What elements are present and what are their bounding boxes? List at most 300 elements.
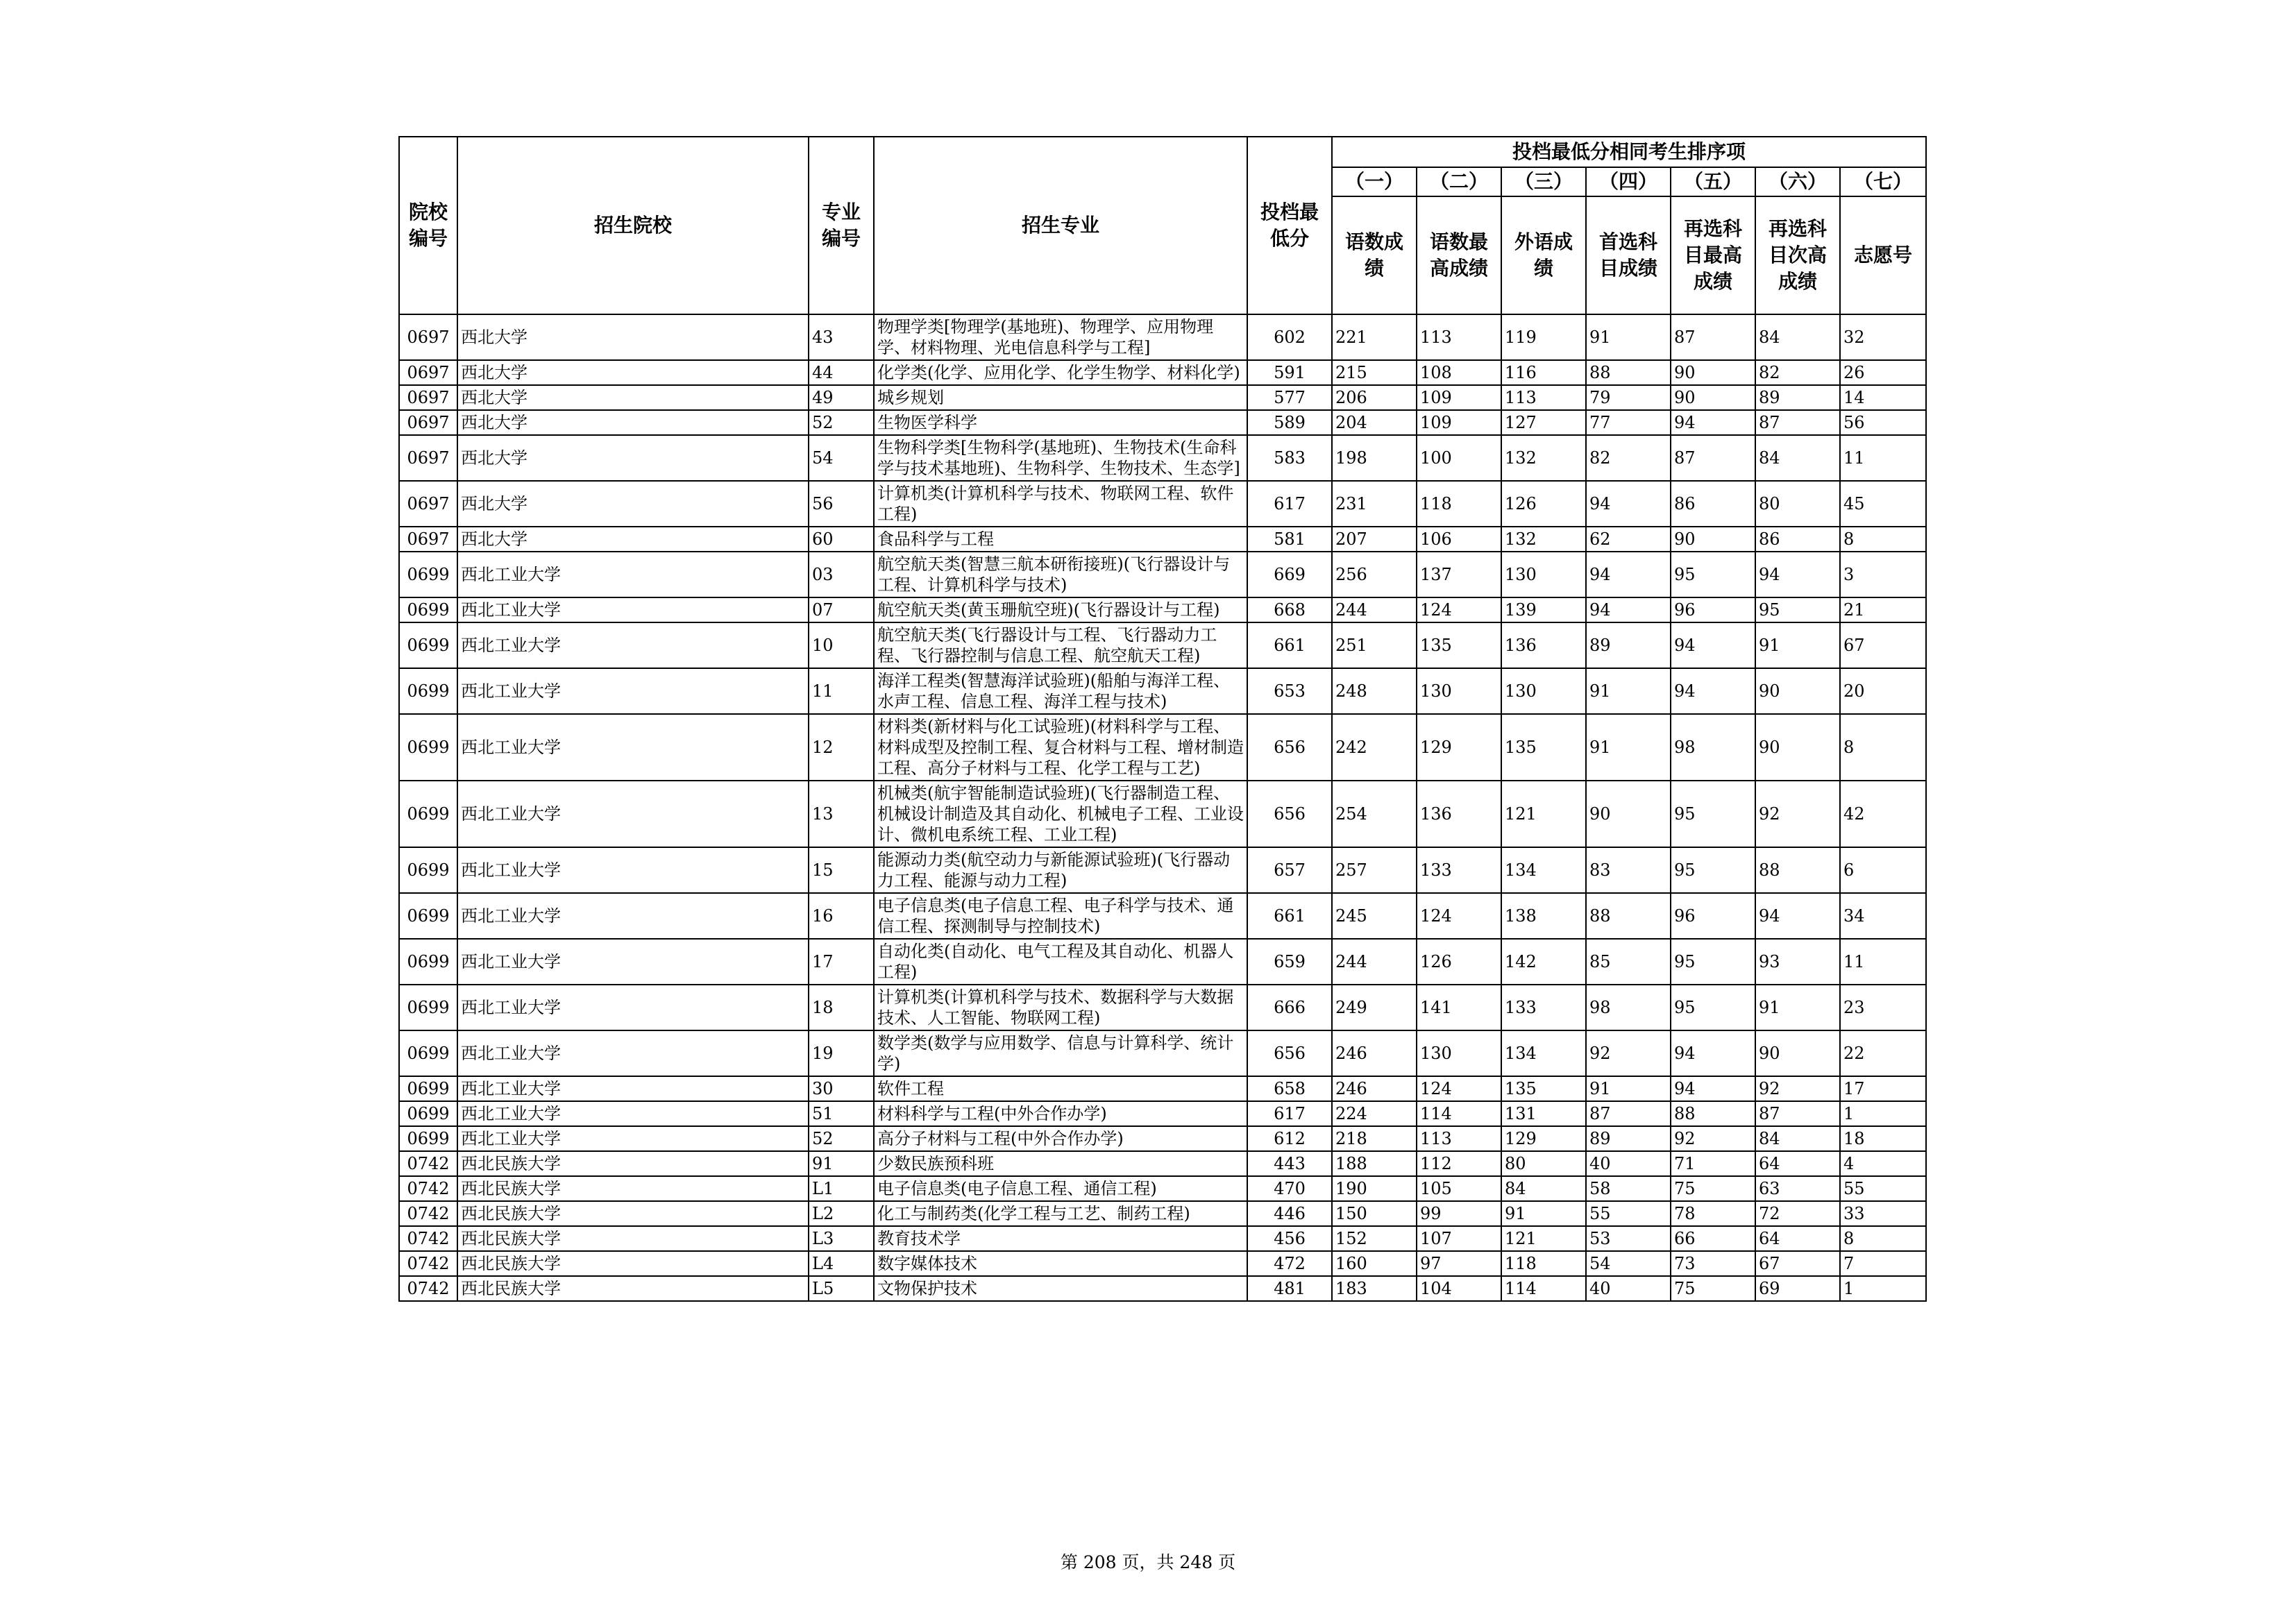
cell-major-code: 12 [809, 714, 874, 781]
cell-score-elective-second: 91 [1755, 622, 1840, 668]
cell-major-name: 化学类(化学、应用化学、化学生物学、材料化学) [874, 360, 1247, 385]
cell-major-name: 物理学类[物理学(基地班)、物理学、应用物理学、材料物理、光电信息科学与工程] [874, 314, 1247, 360]
cell-preference-number: 8 [1840, 1226, 1926, 1251]
cell-major-code: L3 [809, 1226, 874, 1251]
cell-score-elective-max: 94 [1671, 622, 1755, 668]
cell-school-name: 西北工业大学 [457, 622, 809, 668]
cell-major-code: L2 [809, 1201, 874, 1226]
cell-score-elective-max: 75 [1671, 1176, 1755, 1201]
cell-school-code: 0699 [399, 714, 457, 781]
cell-school-code: 0699 [399, 985, 457, 1030]
cell-school-name: 西北民族大学 [457, 1151, 809, 1176]
cell-score-first-subject: 87 [1586, 1101, 1671, 1126]
cell-min-score: 661 [1247, 622, 1332, 668]
cell-school-name: 西北民族大学 [457, 1251, 809, 1276]
cell-min-score: 591 [1247, 360, 1332, 385]
cell-school-code: 0742 [399, 1276, 457, 1301]
cell-school-code: 0697 [399, 527, 457, 552]
cell-score-chinese-math: 256 [1332, 552, 1417, 597]
cell-major-name: 食品科学与工程 [874, 527, 1247, 552]
cell-major-name: 文物保护技术 [874, 1276, 1247, 1301]
cell-school-name: 西北工业大学 [457, 1101, 809, 1126]
cell-score-elective-max: 86 [1671, 481, 1755, 527]
cell-score-chinese-math: 242 [1332, 714, 1417, 781]
cell-score-foreign-language: 116 [1501, 360, 1586, 385]
cell-major-name: 航空航天类(智慧三航本研衔接班)(飞行器设计与工程、计算机科学与技术) [874, 552, 1247, 597]
cell-school-code: 0697 [399, 435, 457, 481]
cell-school-code: 0699 [399, 781, 457, 847]
cell-score-elective-second: 63 [1755, 1176, 1840, 1201]
cell-min-score: 668 [1247, 597, 1332, 622]
cell-major-code: 17 [809, 939, 874, 985]
header-major-code: 专业编号 [809, 137, 874, 314]
cell-preference-number: 26 [1840, 360, 1926, 385]
cell-major-code: L5 [809, 1276, 874, 1301]
cell-min-score: 658 [1247, 1076, 1332, 1101]
cell-score-first-subject: 89 [1586, 622, 1671, 668]
header-tiebreak-label-3: 外语成绩 [1501, 196, 1586, 314]
cell-school-name: 西北民族大学 [457, 1176, 809, 1201]
cell-score-chinese-math-max: 97 [1417, 1251, 1501, 1276]
cell-school-name: 西北大学 [457, 410, 809, 435]
cell-score-foreign-language: 134 [1501, 1030, 1586, 1076]
cell-score-chinese-math: 152 [1332, 1226, 1417, 1251]
table-row [399, 385, 1926, 410]
table-row [399, 1176, 1926, 1201]
cell-score-elective-max: 95 [1671, 781, 1755, 847]
cell-score-elective-second: 84 [1755, 1126, 1840, 1151]
cell-score-chinese-math-max: 109 [1417, 385, 1501, 410]
cell-score-elective-max: 95 [1671, 939, 1755, 985]
cell-score-elective-second: 92 [1755, 781, 1840, 847]
cell-major-code: 13 [809, 781, 874, 847]
cell-major-code: 60 [809, 527, 874, 552]
cell-preference-number: 8 [1840, 714, 1926, 781]
header-tiebreak-num-6: （六） [1755, 167, 1840, 196]
table-row [399, 527, 1926, 552]
cell-score-elective-second: 90 [1755, 714, 1840, 781]
cell-major-name: 生物医学科学 [874, 410, 1247, 435]
cell-score-chinese-math: 190 [1332, 1176, 1417, 1201]
cell-score-first-subject: 85 [1586, 939, 1671, 985]
cell-min-score: 659 [1247, 939, 1332, 985]
table-row [399, 410, 1926, 435]
cell-preference-number: 3 [1840, 552, 1926, 597]
cell-school-code: 0742 [399, 1201, 457, 1226]
cell-score-chinese-math: 207 [1332, 527, 1417, 552]
cell-major-name: 机械类(航宇智能制造试验班)(飞行器制造工程、机械设计制造及其自动化、机械电子工程、工业设计、微机电系统工程、工业工程) [874, 781, 1247, 847]
cell-score-foreign-language: 135 [1501, 714, 1586, 781]
cell-major-code: 19 [809, 1030, 874, 1076]
cell-score-foreign-language: 121 [1501, 1226, 1586, 1251]
table-row [399, 597, 1926, 622]
cell-score-chinese-math: 198 [1332, 435, 1417, 481]
cell-score-elective-second: 91 [1755, 985, 1840, 1030]
cell-score-elective-second: 69 [1755, 1276, 1840, 1301]
table-row [399, 1151, 1926, 1176]
cell-score-elective-second: 95 [1755, 597, 1840, 622]
cell-score-first-subject: 91 [1586, 668, 1671, 714]
cell-score-elective-max: 75 [1671, 1276, 1755, 1301]
cell-preference-number: 11 [1840, 939, 1926, 985]
cell-school-code: 0699 [399, 1030, 457, 1076]
cell-preference-number: 67 [1840, 622, 1926, 668]
cell-score-first-subject: 58 [1586, 1176, 1671, 1201]
cell-school-code: 0697 [399, 410, 457, 435]
cell-score-chinese-math: 204 [1332, 410, 1417, 435]
cell-score-elective-max: 94 [1671, 410, 1755, 435]
cell-score-foreign-language: 80 [1501, 1151, 1586, 1176]
cell-score-chinese-math-max: 133 [1417, 847, 1501, 893]
cell-school-code: 0697 [399, 481, 457, 527]
cell-preference-number: 23 [1840, 985, 1926, 1030]
cell-school-name: 西北工业大学 [457, 781, 809, 847]
cell-score-chinese-math-max: 108 [1417, 360, 1501, 385]
cell-score-elective-max: 94 [1671, 668, 1755, 714]
cell-school-name: 西北大学 [457, 314, 809, 360]
cell-preference-number: 45 [1840, 481, 1926, 527]
cell-min-score: 617 [1247, 481, 1332, 527]
cell-score-chinese-math: 246 [1332, 1076, 1417, 1101]
cell-score-elective-max: 87 [1671, 435, 1755, 481]
cell-school-code: 0699 [399, 847, 457, 893]
cell-score-foreign-language: 134 [1501, 847, 1586, 893]
cell-school-name: 西北大学 [457, 360, 809, 385]
header-min-score: 投档最低分 [1247, 137, 1332, 314]
page-footer: 第 208 页，共 248 页 [1060, 1552, 1236, 1572]
cell-school-name: 西北民族大学 [457, 1276, 809, 1301]
cell-school-name: 西北大学 [457, 481, 809, 527]
table-row [399, 714, 1926, 781]
cell-preference-number: 32 [1840, 314, 1926, 360]
cell-score-foreign-language: 130 [1501, 552, 1586, 597]
cell-score-foreign-language: 118 [1501, 1251, 1586, 1276]
cell-score-elective-max: 96 [1671, 893, 1755, 939]
cell-score-elective-max: 98 [1671, 714, 1755, 781]
cell-score-chinese-math: 257 [1332, 847, 1417, 893]
cell-score-elective-second: 94 [1755, 893, 1840, 939]
cell-score-chinese-math-max: 109 [1417, 410, 1501, 435]
cell-major-code: 18 [809, 985, 874, 1030]
cell-score-chinese-math: 160 [1332, 1251, 1417, 1276]
cell-score-elective-second: 72 [1755, 1201, 1840, 1226]
cell-preference-number: 42 [1840, 781, 1926, 847]
cell-score-foreign-language: 84 [1501, 1176, 1586, 1201]
cell-score-chinese-math-max: 113 [1417, 314, 1501, 360]
table-row [399, 1201, 1926, 1226]
cell-min-score: 656 [1247, 1030, 1332, 1076]
cell-preference-number: 55 [1840, 1176, 1926, 1201]
cell-score-chinese-math-max: 137 [1417, 552, 1501, 597]
header-tiebreak-label-4: 首选科目成绩 [1586, 196, 1671, 314]
cell-major-code: 15 [809, 847, 874, 893]
cell-score-chinese-math: 248 [1332, 668, 1417, 714]
header-major-name: 招生专业 [874, 137, 1247, 314]
cell-min-score: 657 [1247, 847, 1332, 893]
cell-major-code: L1 [809, 1176, 874, 1201]
cell-major-code: 52 [809, 1126, 874, 1151]
cell-min-score: 612 [1247, 1126, 1332, 1151]
table-row [399, 360, 1926, 385]
cell-min-score: 656 [1247, 714, 1332, 781]
header-school-name: 招生院校 [457, 137, 809, 314]
cell-score-foreign-language: 139 [1501, 597, 1586, 622]
cell-score-elective-max: 90 [1671, 385, 1755, 410]
cell-score-foreign-language: 121 [1501, 781, 1586, 847]
cell-preference-number: 8 [1840, 527, 1926, 552]
cell-score-chinese-math-max: 135 [1417, 622, 1501, 668]
cell-school-code: 0699 [399, 552, 457, 597]
cell-preference-number: 17 [1840, 1076, 1926, 1101]
cell-score-elective-second: 94 [1755, 552, 1840, 597]
cell-score-chinese-math-max: 129 [1417, 714, 1501, 781]
cell-score-chinese-math: 188 [1332, 1151, 1417, 1176]
cell-preference-number: 20 [1840, 668, 1926, 714]
table-row [399, 781, 1926, 847]
cell-school-name: 西北工业大学 [457, 597, 809, 622]
cell-major-name: 数学类(数学与应用数学、信息与计算科学、统计学) [874, 1030, 1247, 1076]
cell-preference-number: 11 [1840, 435, 1926, 481]
cell-score-first-subject: 83 [1586, 847, 1671, 893]
cell-score-chinese-math-max: 126 [1417, 939, 1501, 985]
table-row [399, 985, 1926, 1030]
cell-score-elective-max: 90 [1671, 360, 1755, 385]
header-tiebreak-num-4: （四） [1586, 167, 1671, 196]
cell-score-first-subject: 94 [1586, 481, 1671, 527]
cell-school-code: 0699 [399, 668, 457, 714]
cell-score-chinese-math-max: 124 [1417, 893, 1501, 939]
cell-score-chinese-math-max: 107 [1417, 1226, 1501, 1251]
cell-min-score: 656 [1247, 781, 1332, 847]
cell-score-elective-max: 95 [1671, 985, 1755, 1030]
header-tiebreak-label-6: 再选科目次高成绩 [1755, 196, 1840, 314]
cell-score-foreign-language: 127 [1501, 410, 1586, 435]
cell-major-name: 材料类(新材料与化工试验班)(材料科学与工程、材料成型及控制工程、复合材料与工程、增材制造工程、高分子材料与工程、化学工程与工艺) [874, 714, 1247, 781]
table-header [399, 137, 1926, 314]
cell-school-name: 西北工业大学 [457, 939, 809, 985]
cell-score-foreign-language: 129 [1501, 1126, 1586, 1151]
cell-school-name: 西北工业大学 [457, 1126, 809, 1151]
cell-school-name: 西北大学 [457, 527, 809, 552]
cell-score-foreign-language: 132 [1501, 527, 1586, 552]
table-row [399, 1226, 1926, 1251]
cell-school-name: 西北工业大学 [457, 714, 809, 781]
cell-score-elective-second: 90 [1755, 668, 1840, 714]
header-tiebreak-num-7: （七） [1840, 167, 1926, 196]
cell-score-elective-max: 88 [1671, 1101, 1755, 1126]
header-school-code: 院校编号 [399, 137, 457, 314]
cell-major-name: 城乡规划 [874, 385, 1247, 410]
cell-score-chinese-math-max: 99 [1417, 1201, 1501, 1226]
cell-major-name: 化工与制药类(化学工程与工艺、制药工程) [874, 1201, 1247, 1226]
cell-score-elective-second: 64 [1755, 1151, 1840, 1176]
cell-school-code: 0742 [399, 1251, 457, 1276]
cell-major-name: 少数民族预科班 [874, 1151, 1247, 1176]
cell-score-foreign-language: 142 [1501, 939, 1586, 985]
cell-min-score: 481 [1247, 1276, 1332, 1301]
cell-school-code: 0699 [399, 1126, 457, 1151]
header-tiebreak-label-2: 语数最高成绩 [1417, 196, 1501, 314]
cell-score-first-subject: 90 [1586, 781, 1671, 847]
cell-score-foreign-language: 133 [1501, 985, 1586, 1030]
cell-score-elective-second: 86 [1755, 527, 1840, 552]
cell-min-score: 472 [1247, 1251, 1332, 1276]
cell-school-code: 0697 [399, 360, 457, 385]
cell-preference-number: 56 [1840, 410, 1926, 435]
cell-preference-number: 6 [1840, 847, 1926, 893]
cell-score-first-subject: 91 [1586, 1076, 1671, 1101]
admission-score-table [398, 136, 1927, 1302]
cell-major-code: 44 [809, 360, 874, 385]
cell-preference-number: 21 [1840, 597, 1926, 622]
table-row [399, 1101, 1926, 1126]
cell-school-name: 西北民族大学 [457, 1201, 809, 1226]
cell-school-code: 0697 [399, 314, 457, 360]
cell-score-first-subject: 92 [1586, 1030, 1671, 1076]
cell-major-code: 43 [809, 314, 874, 360]
cell-score-elective-max: 66 [1671, 1226, 1755, 1251]
cell-score-elective-max: 71 [1671, 1151, 1755, 1176]
table-row [399, 314, 1926, 360]
cell-min-score: 666 [1247, 985, 1332, 1030]
cell-major-name: 海洋工程类(智慧海洋试验班)(船舶与海洋工程、水声工程、信息工程、海洋工程与技术) [874, 668, 1247, 714]
cell-major-code: 16 [809, 893, 874, 939]
cell-min-score: 443 [1247, 1151, 1332, 1176]
table-row [399, 552, 1926, 597]
cell-major-name: 电子信息类(电子信息工程、电子科学与技术、通信工程、探测制导与控制技术) [874, 893, 1247, 939]
cell-score-foreign-language: 131 [1501, 1101, 1586, 1126]
cell-min-score: 581 [1247, 527, 1332, 552]
cell-score-elective-second: 90 [1755, 1030, 1840, 1076]
cell-score-chinese-math-max: 104 [1417, 1276, 1501, 1301]
cell-score-elective-max: 78 [1671, 1201, 1755, 1226]
table-row [399, 1276, 1926, 1301]
cell-score-first-subject: 55 [1586, 1201, 1671, 1226]
cell-score-chinese-math-max: 118 [1417, 481, 1501, 527]
cell-score-chinese-math: 218 [1332, 1126, 1417, 1151]
cell-major-name: 能源动力类(航空动力与新能源试验班)(飞行器动力工程、能源与动力工程) [874, 847, 1247, 893]
cell-score-first-subject: 40 [1586, 1151, 1671, 1176]
table-row [399, 435, 1926, 481]
cell-score-first-subject: 98 [1586, 985, 1671, 1030]
cell-major-name: 教育技术学 [874, 1226, 1247, 1251]
cell-score-first-subject: 53 [1586, 1226, 1671, 1251]
cell-min-score: 602 [1247, 314, 1332, 360]
cell-school-name: 西北工业大学 [457, 552, 809, 597]
cell-score-elective-max: 87 [1671, 314, 1755, 360]
cell-score-foreign-language: 136 [1501, 622, 1586, 668]
cell-score-elective-second: 87 [1755, 410, 1840, 435]
cell-score-elective-second: 64 [1755, 1226, 1840, 1251]
cell-score-first-subject: 89 [1586, 1126, 1671, 1151]
cell-score-first-subject: 54 [1586, 1251, 1671, 1276]
cell-score-foreign-language: 132 [1501, 435, 1586, 481]
cell-major-code: 51 [809, 1101, 874, 1126]
cell-major-code: 56 [809, 481, 874, 527]
cell-score-first-subject: 77 [1586, 410, 1671, 435]
admission-table-sheet [398, 136, 1925, 1302]
table-row [399, 1251, 1926, 1276]
cell-major-name: 数字媒体技术 [874, 1251, 1247, 1276]
cell-school-code: 0697 [399, 385, 457, 410]
cell-score-foreign-language: 126 [1501, 481, 1586, 527]
cell-school-code: 0699 [399, 939, 457, 985]
cell-score-first-subject: 82 [1586, 435, 1671, 481]
cell-major-name: 计算机类(计算机科学与技术、物联网工程、软件工程) [874, 481, 1247, 527]
cell-score-foreign-language: 114 [1501, 1276, 1586, 1301]
cell-min-score: 669 [1247, 552, 1332, 597]
cell-major-name: 高分子材料与工程(中外合作办学) [874, 1126, 1247, 1151]
cell-major-code: 03 [809, 552, 874, 597]
header-tiebreak-num-5: （五） [1671, 167, 1755, 196]
cell-min-score: 577 [1247, 385, 1332, 410]
cell-score-foreign-language: 138 [1501, 893, 1586, 939]
cell-score-first-subject: 91 [1586, 714, 1671, 781]
header-tiebreak-label-5: 再选科目最高成绩 [1671, 196, 1755, 314]
cell-score-first-subject: 79 [1586, 385, 1671, 410]
cell-score-chinese-math-max: 130 [1417, 1030, 1501, 1076]
table-body [399, 314, 1926, 1301]
cell-major-code: 91 [809, 1151, 874, 1176]
cell-score-chinese-math: 206 [1332, 385, 1417, 410]
cell-school-code: 0699 [399, 1076, 457, 1101]
cell-school-name: 西北工业大学 [457, 1030, 809, 1076]
cell-major-name: 航空航天类(黄玉珊航空班)(飞行器设计与工程) [874, 597, 1247, 622]
cell-score-elective-max: 96 [1671, 597, 1755, 622]
cell-score-elective-second: 84 [1755, 435, 1840, 481]
cell-score-chinese-math: 215 [1332, 360, 1417, 385]
cell-score-foreign-language: 91 [1501, 1201, 1586, 1226]
cell-min-score: 653 [1247, 668, 1332, 714]
cell-score-elective-second: 89 [1755, 385, 1840, 410]
table-row [399, 1030, 1926, 1076]
cell-preference-number: 22 [1840, 1030, 1926, 1076]
cell-score-chinese-math-max: 130 [1417, 668, 1501, 714]
cell-score-elective-second: 67 [1755, 1251, 1840, 1276]
cell-major-name: 生物科学类[生物科学(基地班)、生物技术(生命科学与技术基地班)、生物科学、生物技术、生态学] [874, 435, 1247, 481]
cell-score-chinese-math: 244 [1332, 939, 1417, 985]
cell-score-elective-second: 80 [1755, 481, 1840, 527]
cell-score-foreign-language: 130 [1501, 668, 1586, 714]
cell-score-elective-second: 93 [1755, 939, 1840, 985]
cell-preference-number: 1 [1840, 1276, 1926, 1301]
cell-score-chinese-math: 254 [1332, 781, 1417, 847]
cell-score-first-subject: 94 [1586, 552, 1671, 597]
cell-score-elective-second: 88 [1755, 847, 1840, 893]
cell-school-name: 西北大学 [457, 435, 809, 481]
cell-preference-number: 1 [1840, 1101, 1926, 1126]
cell-min-score: 446 [1247, 1201, 1332, 1226]
cell-score-foreign-language: 135 [1501, 1076, 1586, 1101]
cell-major-name: 材料科学与工程(中外合作办学) [874, 1101, 1247, 1126]
cell-school-code: 0742 [399, 1226, 457, 1251]
cell-score-elective-max: 92 [1671, 1126, 1755, 1151]
table-row [399, 939, 1926, 985]
cell-major-code: 49 [809, 385, 874, 410]
cell-major-code: 07 [809, 597, 874, 622]
cell-score-foreign-language: 119 [1501, 314, 1586, 360]
cell-preference-number: 18 [1840, 1126, 1926, 1151]
cell-school-name: 西北工业大学 [457, 985, 809, 1030]
cell-score-elective-max: 94 [1671, 1030, 1755, 1076]
cell-score-chinese-math-max: 136 [1417, 781, 1501, 847]
cell-preference-number: 7 [1840, 1251, 1926, 1276]
table-row [399, 1076, 1926, 1101]
cell-score-chinese-math: 221 [1332, 314, 1417, 360]
cell-score-chinese-math: 231 [1332, 481, 1417, 527]
cell-min-score: 589 [1247, 410, 1332, 435]
cell-score-chinese-math: 246 [1332, 1030, 1417, 1076]
